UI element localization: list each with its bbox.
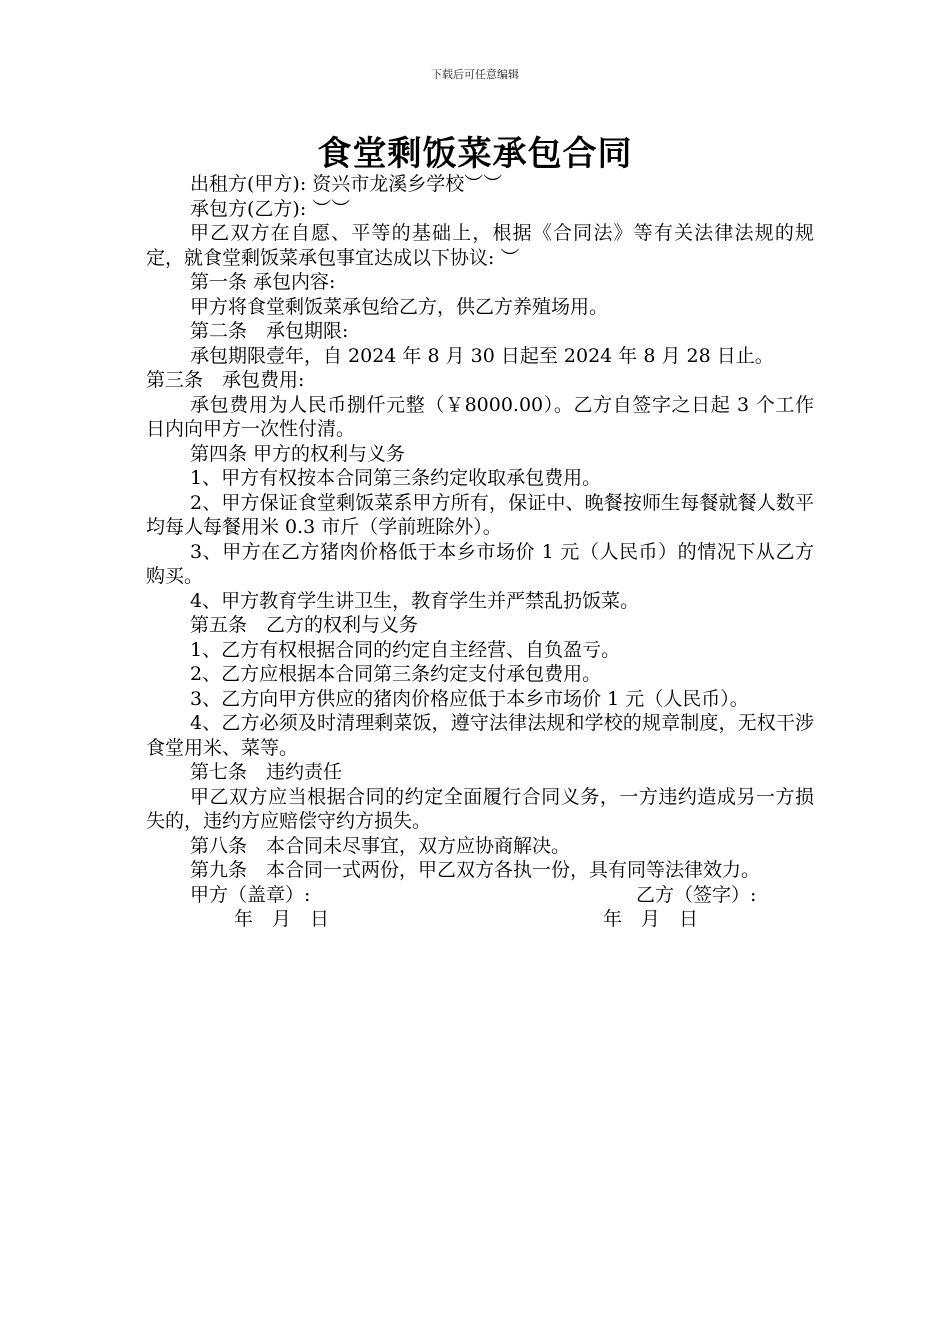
article-2-title: 第二条 承包期限:: [190, 320, 349, 342]
article-3-body: 承包费用为人民币捌仟元整（￥8000.00）。乙方自签字之日起 3 个工作日内向甲方一次性付清。: [146, 393, 814, 440]
article-9: 第九条 本合同一式两份，甲乙双方各执一份，具有同等法律效力。: [190, 859, 761, 881]
article-8: 第八条 本合同未尽事宜，双方应协商解决。: [190, 834, 571, 857]
lessee-line: 承包方(乙方): ︶︶: [190, 197, 351, 220]
article-4-item-1: 1、甲方有权按本合同第三条约定收取承包费用。: [190, 467, 602, 489]
article-5-item-3: 3、乙方向甲方供应的猪肉价格应低于本乡市场价 1 元（人民币）。: [190, 687, 749, 710]
document-title: 食堂剩饭菜承包合同: [317, 134, 633, 174]
preamble: 甲乙双方在自愿、平等的基础上，根据《合同法》等有关法律法规的规定，就食堂剩饭菜承包事宜达成以下协议: ︶: [146, 222, 814, 269]
article-7-title: 第七条 违约责任: [190, 761, 343, 783]
party-b-date: 年 月 日: [603, 908, 699, 930]
article-7-body: 甲乙双方应当根据合同的约定全面履行合同义务，一方违约造成另一方损失的，违约方应赔偿守约方损失。: [146, 785, 814, 832]
signature-row: [146, 883, 814, 908]
lessor-line: 出租方(甲方): 资兴市龙溪乡学校︶︶: [190, 173, 503, 195]
party-a-date: 年 月 日: [234, 908, 330, 930]
article-5-title: 第五条 乙方的权利与义务: [190, 614, 419, 636]
header-note: 下载后可任意编辑: [431, 68, 519, 81]
article-5-item-1: 1、乙方有权根据合同的约定自主经营、自负盈亏。: [190, 638, 621, 661]
article-4-item-2: 2、甲方保证食堂剩饭菜系甲方所有，保证中、晚餐按师生每餐就餐人数平均每人每餐用米 0.3 市斤（学前班除外）。: [146, 491, 814, 538]
article-1-title: 第一条 承包内容:: [190, 271, 336, 293]
contract-body: [146, 172, 814, 932]
article-2-body: 承包期限壹年，自 2024 年 8 月 30 日起至 2024 年 8 月 28 日止。: [190, 344, 774, 367]
date-row: [146, 907, 814, 932]
article-1-body: 甲方将食堂剩饭菜承包给乙方，供乙方养殖场用。: [190, 295, 609, 318]
article-5-item-4: 4、乙方必须及时清理剩菜饭，遵守法律法规和学校的规章制度，无权干涉食堂用米、菜等。: [146, 712, 814, 759]
article-4-item-3: 3、甲方在乙方猪肉价格低于本乡市场价 1 元（人民币）的情况下从乙方购买。: [146, 540, 814, 587]
party-a-signature-label: 甲方（盖章）:: [190, 883, 311, 906]
article-4-title: 第四条 甲方的权利与义务: [190, 442, 406, 465]
article-3-title: 第三条 承包费用:: [146, 369, 305, 391]
article-4-item-4: 4、甲方教育学生讲卫生，教育学生并严禁乱扔饭菜。: [190, 589, 640, 612]
party-b-signature-label: 乙方（签字）:: [636, 883, 757, 906]
article-5-item-2: 2、乙方应根据本合同第三条约定支付承包费用。: [190, 663, 602, 685]
